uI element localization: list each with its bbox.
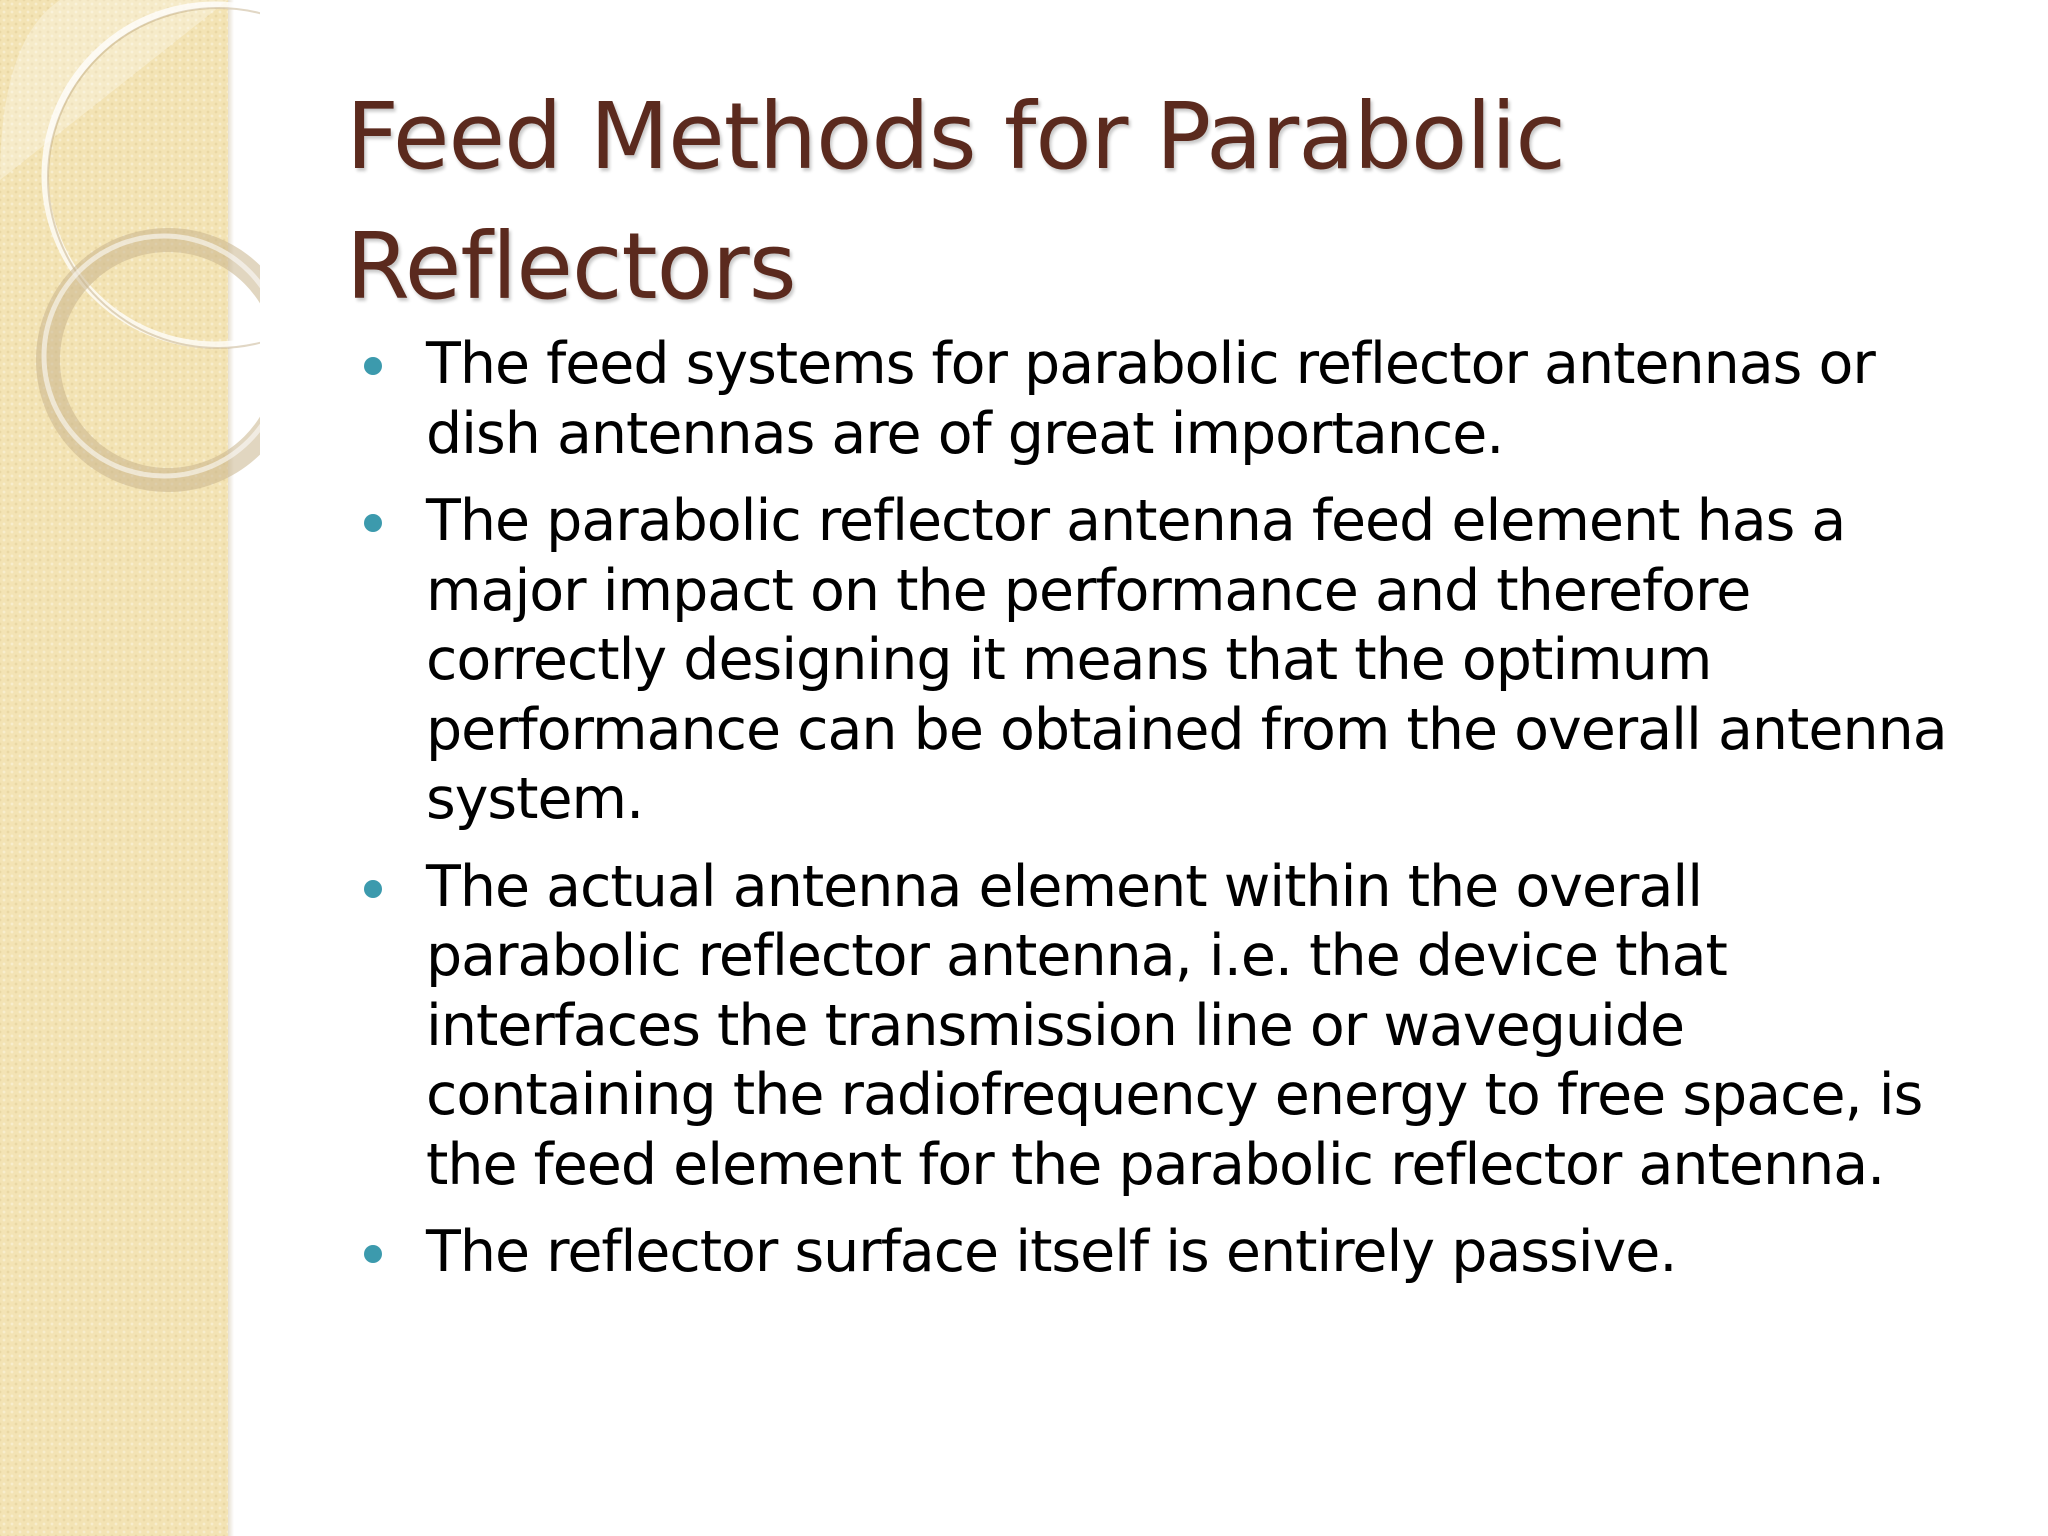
bullet-dot-icon [364,357,382,375]
bullet-item [364,330,1964,469]
slide-title: Feed Methods for Parabolic Reflectors [346,83,1566,320]
bullet-text: The reflector surface itself is entirely passive. [426,1219,1677,1285]
bullet-list [364,330,1964,1306]
bullet-text: The actual antenna element within the overall parabolic reflector antenna, i.e. the device that interfaces the transmission line or waveguide containing the radiofrequency energy to free space, is the feed element for the parabolic reflector antenna. [426,853,1923,1198]
bullet-dot-icon [364,880,382,898]
bullet-dot-icon [364,1245,382,1263]
bullet-item [364,487,1964,835]
bullet-dot-icon [364,514,382,532]
bullet-item [364,853,1964,1201]
bullet-text: The feed systems for parabolic reflector antennas or dish antennas are of great importance. [426,331,1875,467]
bullet-item [364,1218,1964,1288]
bullet-text: The parabolic reflector antenna feed element has a major impact on the performance and therefore correctly designing it means that the optimum performance can be obtained from the overall antenna system. [426,488,1947,832]
decorative-rings-icon [0,0,260,520]
